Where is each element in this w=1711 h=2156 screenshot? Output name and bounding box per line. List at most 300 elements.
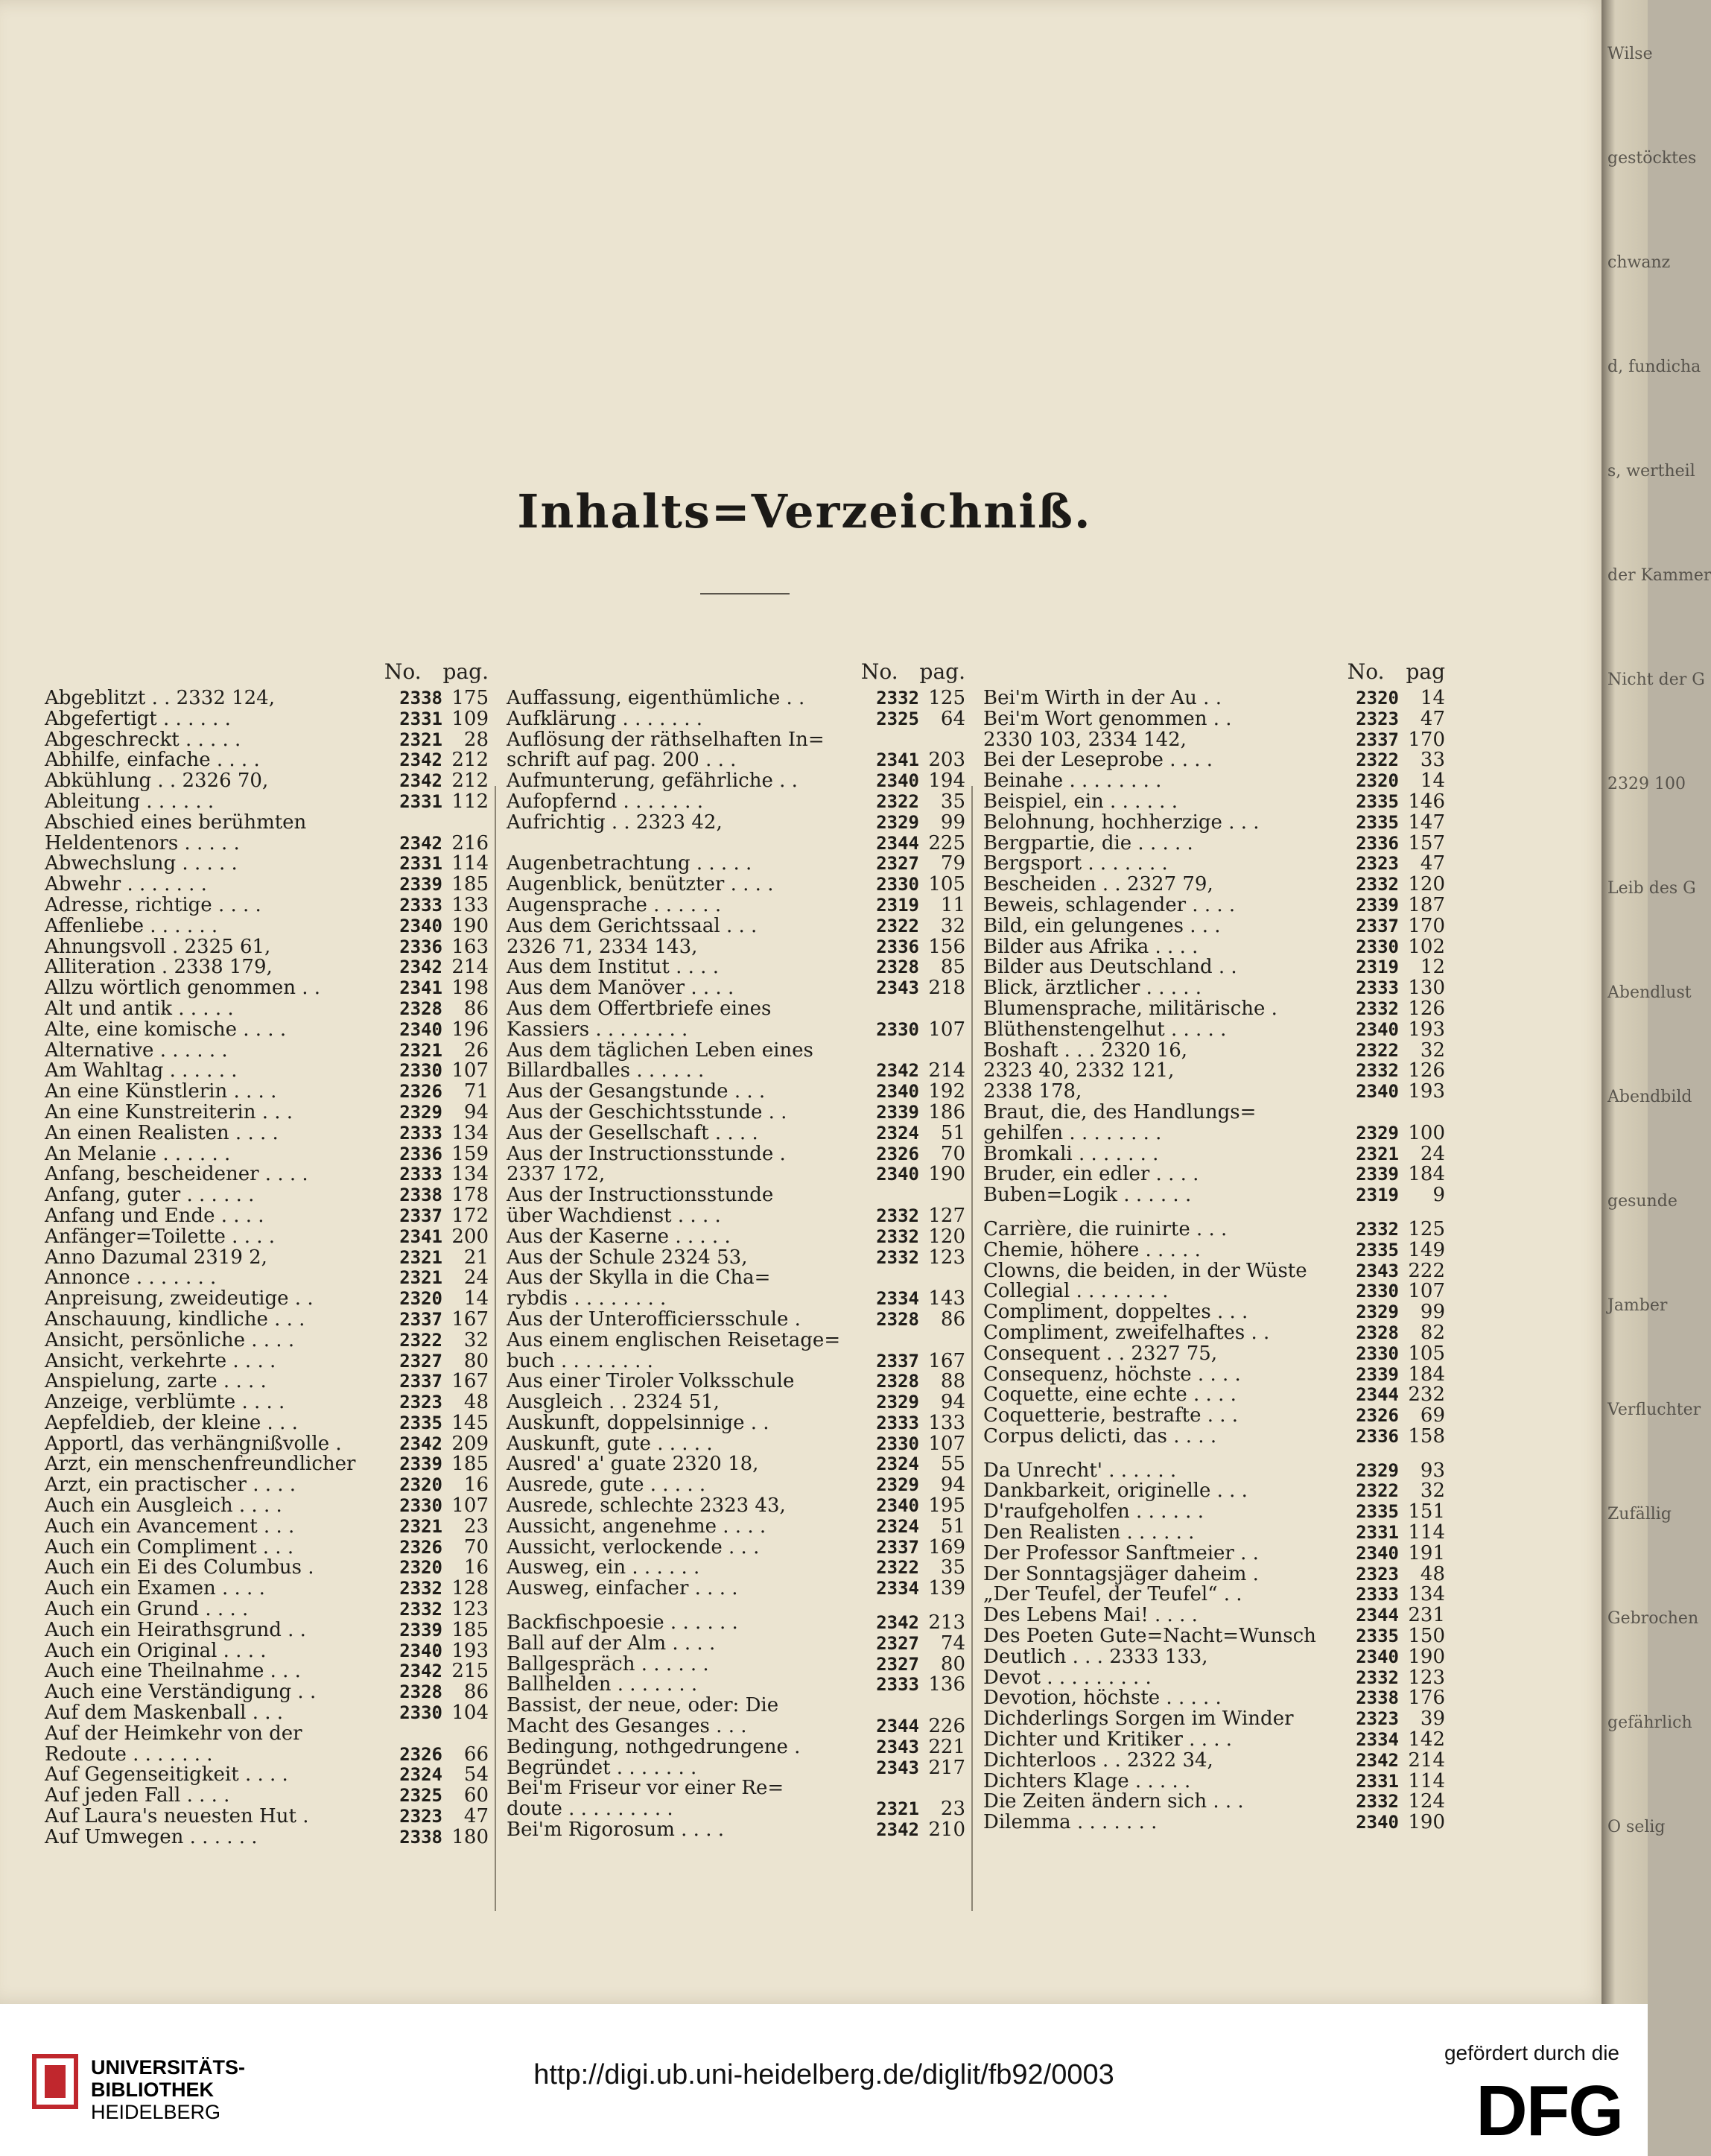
page-number: 124 [1408, 1790, 1445, 1813]
entry-title: Auf dem Maskenball . . . [45, 1702, 284, 1725]
edge-text-fragment: gestöcktes [1607, 149, 1697, 168]
issue-number: 2328 [1356, 1322, 1399, 1343]
entry-title: Apportl, das verhängnißvolle . [45, 1432, 342, 1455]
entry-title: Redoute . . . . . . . [45, 1743, 213, 1766]
entry-title: Abgeschreckt . . . . . [45, 728, 241, 751]
index-entry [507, 1268, 965, 1289]
page-number: 127 [928, 1204, 965, 1227]
issue-number: 2331 [399, 790, 442, 812]
page-number: 190 [1408, 1645, 1445, 1668]
page-number: 64 [940, 707, 965, 730]
index-entry [507, 1579, 965, 1599]
page-number: 215 [451, 1660, 489, 1683]
entry-title: Bilder aus Afrika . . . . [983, 935, 1199, 958]
index-entry [45, 1268, 489, 1289]
entry-title: Bassist, der neue, oder: Die [507, 1694, 779, 1717]
entry-title: Allzu wörtlich genommen . . [45, 977, 321, 1000]
issue-number: 2327 [876, 1653, 919, 1675]
issue-number: 2330 [876, 874, 919, 895]
entry-title: Deutlich . . . 2333 133, [983, 1645, 1208, 1668]
page-number: 225 [928, 831, 965, 855]
entry-title: Auch ein Grund . . . . [45, 1598, 249, 1621]
page-number: 190 [928, 1163, 965, 1186]
entry-title: Ausweg, ein . . . . . . [507, 1556, 700, 1579]
index-entry [983, 1020, 1445, 1041]
page-number: 203 [928, 749, 965, 772]
page-number: 60 [463, 1784, 489, 1807]
page-number: 88 [940, 1370, 965, 1393]
entry-title: Dilemma . . . . . . . [983, 1811, 1158, 1834]
index-entry [983, 1164, 1445, 1185]
index-entry [45, 916, 489, 937]
edge-text-fragment: chwanz [1607, 253, 1671, 272]
entry-title: Aussicht, verlockende . . . [507, 1535, 760, 1559]
index-entry [45, 1682, 489, 1703]
entry-title: über Wachdienst . . . . [507, 1204, 721, 1227]
issue-number: 2337 [399, 1308, 442, 1330]
index-entry [983, 916, 1445, 937]
page-number: 170 [1408, 914, 1445, 937]
page-number: 193 [1408, 1018, 1445, 1041]
issue-number: 2336 [876, 936, 919, 957]
entry-title: Affenliebe . . . . . . [45, 914, 218, 937]
entry-title: Auf Umwegen . . . . . . [45, 1825, 258, 1848]
page-number: 167 [451, 1370, 489, 1393]
issue-number: 2338 [399, 1185, 442, 1206]
issue-number: 2333 [1356, 1584, 1399, 1605]
index-entry [507, 1164, 965, 1185]
issue-number: 2329 [876, 811, 919, 833]
index-entry [983, 875, 1445, 895]
entry-title: Auffassung, eigenthümliche . . [507, 687, 805, 709]
issue-number: 2339 [1356, 1363, 1399, 1385]
page-number: 109 [451, 707, 489, 730]
entry-title: Annonce . . . . . . . [45, 1266, 217, 1290]
header-no: No. [1347, 659, 1385, 684]
issue-number: 2322 [1356, 1480, 1399, 1502]
issue-number: 2326 [399, 1081, 442, 1103]
index-entry [507, 730, 965, 751]
edge-text-fragment: Verfluchter [1607, 1401, 1701, 1419]
index-entry [507, 750, 965, 771]
entry-title: Aufopfernd . . . . . . . [507, 790, 703, 813]
index-entry [507, 1041, 965, 1062]
entry-title: Bergsport . . . . . . . [983, 852, 1168, 875]
issue-number: 2339 [399, 1619, 442, 1640]
page-number: 213 [928, 1611, 965, 1635]
index-entry [45, 792, 489, 813]
edge-text-fragment: s, wertheil [1607, 462, 1695, 481]
page-number: 214 [1408, 1748, 1445, 1772]
issue-number: 2321 [399, 1267, 442, 1289]
issue-number: 2330 [399, 1495, 442, 1517]
entry-title: Augenblick, benützter . . . . [507, 873, 774, 896]
page-number: 158 [1408, 1424, 1445, 1448]
entry-title: Coquetterie, bestrafte . . . [983, 1404, 1239, 1427]
page-number: 82 [1420, 1321, 1445, 1344]
index-entry [983, 1813, 1445, 1833]
issue-number: 2322 [876, 1557, 919, 1579]
page-number: 169 [928, 1535, 965, 1559]
entry-title: Belohnung, hochherzige . . . [983, 811, 1260, 834]
entry-title: Anfang und Ende . . . . [45, 1204, 264, 1227]
entry-title: Anschauung, kindliche . . . [45, 1307, 305, 1331]
entry-title: Bescheiden . . 2327 79, [983, 873, 1213, 896]
edge-text-fragment: Leib des G [1607, 879, 1696, 898]
entry-title: Anfang, bescheidener . . . . [45, 1163, 308, 1186]
issue-number: 2333 [399, 1164, 442, 1185]
issue-number: 2323 [1356, 1563, 1399, 1585]
entry-title: Alliteration . 2338 179, [45, 956, 273, 979]
index-entry [45, 1517, 489, 1538]
entry-title: Ansicht, verkehrte . . . . [45, 1349, 276, 1372]
entry-title: Blüthenstengelhut . . . . . [983, 1018, 1227, 1041]
page-number: 114 [1408, 1521, 1445, 1544]
entry-title: Auf Laura's neuesten Hut . [45, 1805, 309, 1828]
page-number: 21 [463, 1246, 489, 1269]
entry-title: Abwehr . . . . . . . [45, 873, 207, 896]
issue-number: 2330 [876, 1433, 919, 1454]
entry-title: Augenbetrachtung . . . . . [507, 852, 752, 875]
index-entry [983, 831, 1445, 855]
page-number: 47 [1420, 852, 1445, 875]
entry-title: Ausgleich . . 2324 51, [507, 1391, 720, 1414]
page-number: 231 [1408, 1604, 1445, 1627]
page-number: 196 [451, 1018, 489, 1041]
index-entry [45, 1599, 489, 1620]
entry-title: Adresse, richtige . . . . [45, 893, 261, 916]
index-entry [983, 1100, 1445, 1123]
issue-number: 2324 [876, 1515, 919, 1537]
issue-number: 2340 [876, 1495, 919, 1517]
page-number: 100 [1408, 1121, 1445, 1144]
issue-number: 2337 [399, 1371, 442, 1392]
entry-title: D'raufgeholfen . . . . . . [983, 1500, 1204, 1524]
index-entry [45, 1807, 489, 1827]
index-entry [507, 688, 965, 709]
page-number: 184 [1408, 1163, 1445, 1186]
issue-number: 2319 [1356, 1185, 1399, 1206]
page-number: 123 [928, 1246, 965, 1269]
entry-title: Aus einem englischen Reisetage= [507, 1328, 841, 1351]
index-entry [983, 1061, 1445, 1082]
page-number: 9 [1432, 1184, 1445, 1207]
index-entry [983, 1769, 1445, 1792]
page-number: 114 [451, 852, 489, 875]
page-number: 107 [1408, 1280, 1445, 1303]
issue-number: 2321 [1356, 1143, 1399, 1164]
index-entry [983, 792, 1445, 813]
issue-number: 2335 [1356, 1626, 1399, 1647]
index-entry [45, 999, 489, 1020]
index-entry [507, 875, 965, 895]
issue-number: 2320 [1356, 688, 1399, 708]
issue-number: 2343 [1356, 1260, 1399, 1281]
title-rule [700, 593, 790, 595]
entry-title: Devotion, höchste . . . . . [983, 1687, 1222, 1710]
index-entry [983, 978, 1445, 999]
entry-title: Aus der Instructionsstunde . [507, 1142, 786, 1165]
index-entry [45, 895, 489, 916]
page-number: 94 [940, 1474, 965, 1497]
page-number: 86 [463, 1681, 489, 1704]
page-number: 107 [928, 1018, 965, 1041]
entry-title: Coquette, eine echte . . . . [983, 1383, 1237, 1407]
issue-number: 2329 [1356, 1459, 1399, 1481]
header-pag: pag [1406, 659, 1445, 684]
issue-number: 2328 [399, 1681, 442, 1703]
page-number: 221 [928, 1735, 965, 1758]
index-entry [507, 1227, 965, 1248]
index-entry [45, 1454, 489, 1475]
index-entry [983, 1217, 1445, 1240]
issue-number: 2340 [1356, 1646, 1399, 1667]
edge-text-fragment: Abendlust [1607, 983, 1692, 1002]
issue-number: 2330 [399, 1702, 442, 1724]
page-number: 157 [1408, 831, 1445, 855]
entry-title: Abgefertigt . . . . . . [45, 707, 231, 730]
issue-number: 2338 [1356, 1687, 1399, 1709]
index-entry [983, 730, 1445, 751]
page-number: 114 [1408, 1769, 1445, 1792]
entry-title: Aus dem täglichen Leben eines [507, 1039, 813, 1062]
entry-title: Abschied eines berühmten [45, 811, 307, 834]
issue-number: 2342 [1356, 1749, 1399, 1771]
index-entry [983, 1523, 1445, 1544]
page-number: 193 [451, 1639, 489, 1662]
index-entry [983, 1424, 1445, 1448]
page-number: 145 [451, 1411, 489, 1434]
entry-title: Ball auf der Alm . . . . [507, 1632, 716, 1655]
entry-title: Auch eine Theilnahme . . . [45, 1660, 301, 1683]
index-entry [45, 1745, 489, 1766]
entry-title: Augensprache . . . . . . [507, 893, 722, 916]
issue-number: 2325 [399, 1785, 442, 1807]
issue-number: 2340 [1356, 1081, 1399, 1103]
entry-title: Aus dem Offertbriefe eines [507, 997, 772, 1020]
edge-text-fragment: Gebrochen [1607, 1609, 1699, 1628]
index-entry [507, 1061, 965, 1082]
index-entry [507, 1434, 965, 1455]
issue-number: 2326 [1356, 1405, 1399, 1427]
entry-title: Compliment, zweifelhaftes . . [983, 1321, 1270, 1344]
page-number: 86 [463, 997, 489, 1020]
issue-number: 2332 [1356, 998, 1399, 1019]
index-column-3 [983, 656, 1445, 1833]
page-number: 136 [928, 1673, 965, 1696]
index-entry [507, 792, 965, 813]
index-entry [507, 1496, 965, 1517]
page-number: 120 [1408, 873, 1445, 896]
entry-title: Ausred' a' guate 2320 18, [507, 1453, 759, 1476]
index-entry [45, 730, 489, 751]
issue-number: 2330 [399, 1060, 442, 1082]
issue-number: 2342 [399, 749, 442, 771]
column-divider [495, 786, 496, 1911]
page-number: 214 [928, 1059, 965, 1082]
issue-number: 2332 [876, 1246, 919, 1268]
entry-title: Auch ein Avancement . . . [45, 1515, 295, 1538]
issue-number: 2320 [399, 1288, 442, 1310]
edge-text-fragment: Jamber [1607, 1296, 1668, 1315]
index-entry [45, 709, 489, 730]
issue-number: 2332 [876, 1226, 919, 1247]
entry-title: doute . . . . . . . . . [507, 1798, 673, 1821]
entry-title: 2330 103, 2334 142, [983, 728, 1187, 751]
entry-title: Auskunft, doppelsinnige . . [507, 1411, 769, 1434]
index-entry [45, 771, 489, 792]
index-entry [45, 1020, 489, 1041]
entry-title: Ausrede, schlechte 2323 43, [507, 1494, 786, 1518]
index-entry [45, 854, 489, 875]
page-number: 185 [451, 1453, 489, 1476]
issue-number: 2322 [876, 790, 919, 812]
entry-title: Bruder, ein edler . . . . [983, 1163, 1199, 1186]
entry-title: Aepfeldieb, der kleine . . . [45, 1411, 298, 1434]
page-number: 107 [451, 1059, 489, 1082]
index-entry [45, 1289, 489, 1310]
library-line-3: HEIDELBERG [91, 2101, 221, 2123]
entry-title: Ableitung . . . . . . [45, 790, 215, 813]
issue-number: 2324 [876, 1453, 919, 1475]
page-number: 69 [1420, 1404, 1445, 1427]
issue-number: 2320 [1356, 770, 1399, 792]
page-number: 209 [451, 1432, 489, 1455]
entry-title: Abkühlung . . 2326 70, [45, 770, 269, 793]
entry-title: Aufmunterung, gefährliche . . [507, 770, 798, 793]
issue-number: 2328 [876, 957, 919, 978]
entry-title: Consequenz, höchste . . . . [983, 1363, 1241, 1386]
page-number: 35 [940, 790, 965, 813]
page-number: 47 [1420, 707, 1445, 730]
entry-title: Consequent . . 2327 75, [983, 1342, 1218, 1365]
page-number: 134 [451, 1121, 489, 1144]
entry-title: 2338 178, [983, 1080, 1082, 1103]
index-entry [983, 1344, 1445, 1365]
index-entry [507, 1675, 965, 1696]
index-entry [507, 1613, 965, 1634]
page-number: 159 [451, 1142, 489, 1165]
index-entry [983, 1564, 1445, 1585]
page-number: 12 [1420, 956, 1445, 979]
entry-title: Carrière, die ruinirte . . . [983, 1217, 1228, 1240]
entry-title: Bei'm Wort genommen . . [983, 707, 1232, 730]
issue-number: 2331 [399, 853, 442, 875]
entry-title: Abgeblitzt . . 2332 124, [45, 687, 275, 709]
header-no: No. [384, 659, 422, 684]
page-number: 185 [451, 1618, 489, 1641]
index-entry [507, 957, 965, 978]
page-number: 104 [451, 1702, 489, 1725]
issue-number: 2329 [1356, 1122, 1399, 1144]
issue-number: 2339 [1356, 1164, 1399, 1185]
index-entry [507, 999, 965, 1020]
page-number: 32 [940, 914, 965, 937]
issue-number: 2325 [876, 708, 919, 729]
issue-number: 2328 [876, 1371, 919, 1392]
index-entry [507, 813, 965, 834]
index-entry [507, 1558, 965, 1579]
index-entry [983, 1041, 1445, 1062]
index-entry [507, 937, 965, 958]
index-entry [983, 1240, 1445, 1261]
index-entry [45, 1434, 489, 1455]
page-number: 128 [451, 1577, 489, 1600]
page-number: 151 [1408, 1500, 1445, 1524]
page-number: 105 [928, 873, 965, 896]
column-header [45, 656, 489, 688]
entry-title: Ballhelden . . . . . . . [507, 1673, 698, 1696]
index-entry [507, 1758, 965, 1779]
page-number: 48 [1420, 1562, 1445, 1585]
index-entry [45, 937, 489, 958]
entry-title: Arzt, ein menschenfreundlicher [45, 1453, 356, 1476]
entry-title: Dichderlings Sorgen im Winder [983, 1708, 1294, 1731]
index-entry [507, 1454, 965, 1475]
issue-number: 2333 [1356, 977, 1399, 999]
page-number: 80 [940, 1652, 965, 1675]
index-entry [983, 750, 1445, 771]
index-entry [45, 750, 489, 771]
edge-text-fragment: Nicht der G [1607, 670, 1705, 689]
index-entry [507, 1185, 965, 1206]
issue-number: 2322 [1356, 1039, 1399, 1061]
entry-title: Clowns, die beiden, in der Wüste [983, 1259, 1307, 1282]
entry-title: An eine Künstlerin . . . . [45, 1080, 277, 1103]
issue-number: 2320 [399, 1557, 442, 1579]
index-entry [983, 937, 1445, 958]
page-number: 32 [1420, 1039, 1445, 1062]
index-entry [983, 1792, 1445, 1813]
entry-title: Die Zeiten ändern sich . . . [983, 1790, 1244, 1813]
index-entry [983, 1541, 1445, 1564]
page-number: 200 [451, 1225, 489, 1248]
index-entry [983, 1709, 1445, 1730]
issue-number: 2321 [876, 1798, 919, 1820]
index-entry [507, 709, 965, 730]
index-entry [983, 1406, 1445, 1427]
index-entry [507, 1289, 965, 1310]
page-number: 32 [463, 1328, 489, 1351]
page-number: 94 [940, 1391, 965, 1414]
index-entry [45, 1620, 489, 1641]
page-title: Inhalts=Verzeichniß. [517, 484, 1092, 539]
index-entry [983, 895, 1445, 916]
page-number: 102 [1408, 935, 1445, 958]
issue-number: 2343 [876, 1757, 919, 1778]
permalink-url[interactable]: http://digi.ub.uni-heidelberg.de/diglit/fb92/0003 [533, 2059, 1114, 2090]
page-number: 39 [1420, 1708, 1445, 1731]
page-number: 163 [451, 935, 489, 958]
entry-title: Collegial . . . . . . . . [983, 1280, 1169, 1303]
page-number: 99 [1420, 1301, 1445, 1324]
issue-number: 2340 [1356, 1018, 1399, 1040]
entry-title: Chemie, höhere . . . . . [983, 1238, 1201, 1261]
page-number: 99 [940, 811, 965, 834]
page-number: 149 [1408, 1238, 1445, 1261]
issue-number: 2337 [1356, 729, 1399, 750]
entry-title: Abhilfe, einfache . . . . [45, 749, 260, 772]
page-number: 232 [1408, 1383, 1445, 1407]
issue-number: 2323 [399, 1392, 442, 1413]
entry-title: Bilder aus Deutschland . . [983, 956, 1237, 979]
page-number: 217 [928, 1756, 965, 1779]
page-number: 85 [940, 956, 965, 979]
entry-title: Bromkali . . . . . . . [983, 1142, 1159, 1165]
entry-title: Aussicht, angenehme . . . . [507, 1515, 766, 1538]
page-number: 187 [1408, 893, 1445, 916]
issue-number: 2326 [399, 1536, 442, 1558]
